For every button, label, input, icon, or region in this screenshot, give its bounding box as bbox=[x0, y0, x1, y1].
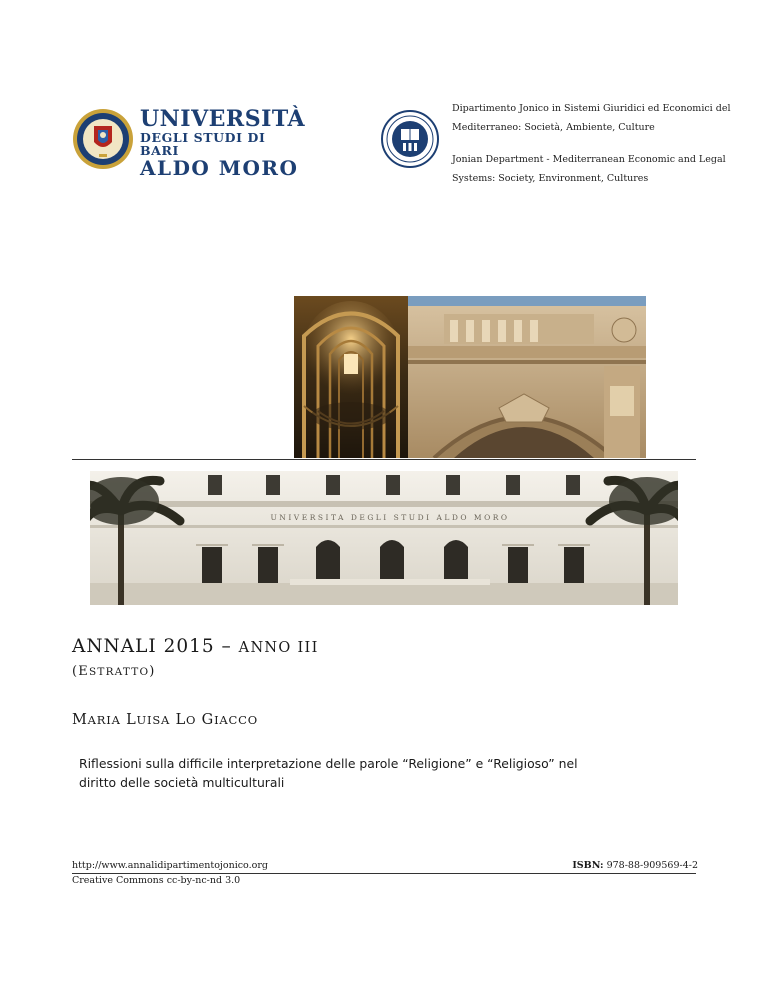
extract-word: STRATTO bbox=[88, 666, 150, 678]
extract-suffix: ) bbox=[149, 664, 156, 679]
author-initial-4: G bbox=[201, 712, 215, 728]
university-name-line1: UNIVERSITÀ bbox=[140, 106, 306, 132]
author-initial-1: M bbox=[72, 712, 88, 728]
publication-title-main: ANNALI 2015 – bbox=[72, 636, 232, 657]
article-title bbox=[79, 754, 639, 792]
department-seal-icon bbox=[381, 110, 439, 168]
isbn bbox=[572, 860, 698, 871]
footer-divider bbox=[72, 873, 696, 874]
author-name bbox=[72, 712, 258, 728]
department-it-line1: Dipartimento Jonico in Sistemi Giuridici ed Economici del bbox=[452, 103, 731, 114]
article-title-line2: diritto delle società multiculturali bbox=[79, 775, 285, 790]
article-title-line1: Riflessioni sulla difficile interpretazione delle parole “Religione” e “Religioso” nel bbox=[79, 756, 578, 771]
facade-inscription: UNIVERSITA DEGLI STUDI ALDO MORO bbox=[270, 513, 510, 522]
publication-title-volume: ANNO III bbox=[238, 640, 319, 656]
university-name-line3: ALDO MORO bbox=[140, 156, 299, 180]
author-initial-2: L bbox=[126, 712, 137, 728]
university-wordmark bbox=[140, 106, 306, 180]
photo-divider bbox=[72, 459, 696, 460]
department-en-line2: Systems: Society, Environment, Cultures bbox=[452, 173, 649, 184]
license-text: Creative Commons cc-by-nc-nd 3.0 bbox=[72, 875, 241, 886]
author-initial-3: L bbox=[175, 712, 187, 728]
university-seal-icon bbox=[72, 108, 134, 170]
university-name-line2: DEGLI STUDI DI BARI bbox=[140, 130, 266, 158]
extract-prefix: (E bbox=[72, 664, 89, 679]
department-en-line1: Jonian Department - Mediterranean Economic and Legal bbox=[452, 154, 726, 165]
extract-label bbox=[72, 664, 156, 679]
department-it-line2: Mediterraneo: Società, Ambiente, Culture bbox=[452, 122, 655, 133]
isbn-value: 978-88-909569-4-2 bbox=[606, 860, 698, 871]
author-part-3: O bbox=[186, 713, 197, 727]
author-part-1: ARIA bbox=[87, 713, 121, 727]
architecture-photo-collage bbox=[294, 296, 646, 458]
author-part-2: UISA bbox=[136, 713, 171, 727]
isbn-label: ISBN: bbox=[572, 860, 604, 871]
baroque-facade-photo bbox=[408, 296, 646, 458]
department-description bbox=[452, 99, 742, 188]
corridor-photo bbox=[294, 296, 408, 458]
author-part-4: IACCO bbox=[214, 713, 258, 727]
publication-title bbox=[72, 636, 319, 657]
university-building-photo bbox=[90, 471, 678, 605]
journal-url-link[interactable]: http://www.annalidipartimentojonico.org bbox=[72, 860, 268, 871]
